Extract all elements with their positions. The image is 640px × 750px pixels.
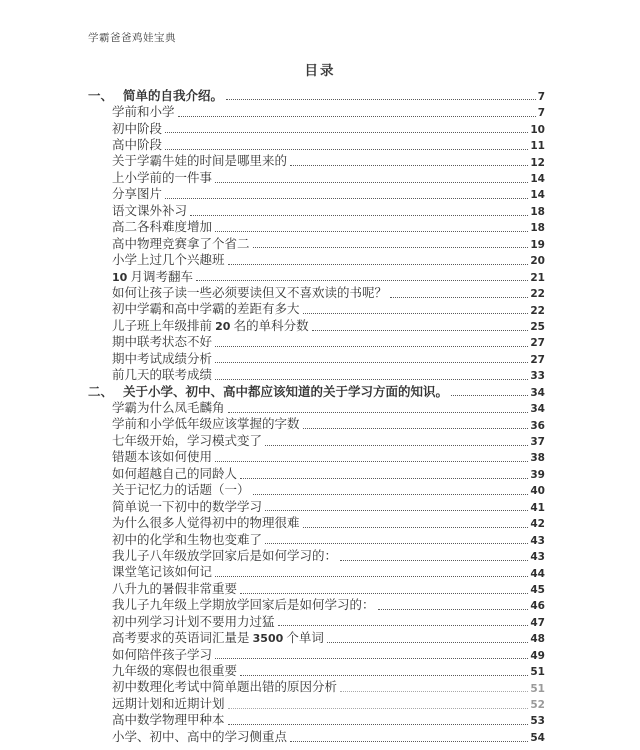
- toc-page-number: 40: [530, 485, 545, 498]
- toc-page-number: 44: [530, 567, 545, 580]
- toc-page-number: 22: [530, 304, 545, 317]
- toc-page-number: 34: [530, 403, 545, 416]
- toc-dotted-leader: [290, 165, 528, 166]
- toc-entry: [88, 449, 545, 465]
- toc-entry-title: 高中阶段: [112, 138, 163, 152]
- toc-dotted-leader: [165, 149, 528, 150]
- toc-page-number: 46: [530, 600, 545, 613]
- toc-dotted-leader: [240, 675, 528, 676]
- toc-entry-title: 我儿子九年级上学期放学回家后是如何学习的：: [112, 598, 375, 613]
- toc-entry-title: 八升九的暑假非常重要: [112, 581, 238, 596]
- toc-entry: [88, 465, 545, 481]
- toc-entry-title: 关于记忆力的话题（一）: [112, 483, 250, 498]
- toc-entry: [88, 235, 545, 251]
- toc-page-number: 47: [530, 616, 545, 629]
- toc-dotted-leader: [228, 412, 529, 413]
- toc-entry-title: 小学、初中、高中的学习侧重点: [112, 729, 288, 744]
- toc-page-number: 14: [530, 189, 545, 202]
- toc-entry: [88, 268, 545, 284]
- toc-page-number: 51: [530, 682, 545, 695]
- toc-page-number: 19: [530, 238, 545, 251]
- toc-page-number: 27: [530, 337, 545, 350]
- toc-page-number: 7: [537, 107, 545, 120]
- toc-dotted-leader: [378, 609, 529, 610]
- toc-entry: [88, 399, 545, 415]
- toc-entry-title: 期中联考状态不好: [112, 335, 213, 350]
- toc-dotted-leader: [226, 99, 536, 100]
- toc-entry: [88, 317, 545, 333]
- toc-entry: [88, 432, 545, 448]
- toc-entry-title: 学前和小学: [112, 105, 175, 120]
- toc-page-number: 43: [530, 551, 545, 564]
- toc-dotted-leader: [327, 642, 528, 643]
- toc-entry-title: 高考要求的英语词汇量是 3500 个单词: [112, 631, 324, 646]
- toc-entry-title: 错题本该如何使用: [112, 450, 213, 465]
- toc-entry: [88, 202, 545, 218]
- toc-list: [88, 87, 545, 745]
- toc-dotted-leader: [340, 560, 528, 561]
- toc-entry-number: 二、: [88, 384, 114, 399]
- toc-entry: [88, 531, 545, 547]
- toc-entry-title: 学前和小学低年级应该掌握的字数: [112, 417, 300, 432]
- toc-dotted-leader: [165, 198, 528, 199]
- toc-page-number: 10: [530, 123, 545, 136]
- toc-entry: [88, 334, 545, 350]
- toc-entry: [88, 547, 545, 563]
- toc-entry: [88, 695, 545, 711]
- toc-entry: [88, 153, 545, 169]
- toc-page-number: 7: [537, 90, 545, 103]
- toc-entry-title: 简单的自我介绍。: [123, 88, 224, 103]
- toc-dotted-leader: [303, 428, 529, 429]
- toc-dotted-leader: [215, 379, 528, 380]
- toc-dotted-leader: [215, 362, 528, 363]
- document-header: 学霸爸爸鸡娃宝典: [88, 33, 176, 44]
- toc-dotted-leader: [278, 625, 529, 626]
- toc-dotted-leader: [228, 264, 529, 265]
- toc-page-number: 49: [530, 649, 545, 662]
- toc-entry-title: 儿子班上年级排前 20 名的单科分数: [112, 318, 309, 333]
- toc-entry-title-number: 10: [112, 270, 128, 284]
- toc-dotted-leader: [303, 313, 529, 314]
- toc-entry-title: 七年级开始，学习模式变了: [112, 433, 263, 448]
- toc-page-number: 21: [530, 271, 545, 284]
- toc-page-number: 20: [530, 255, 545, 268]
- toc-entry-title: 为什么很多人觉得初中的物理很难: [112, 516, 300, 531]
- toc-entry-title: 初中阶段: [112, 121, 163, 136]
- toc-entry-title: 小学上过几个兴趣班: [112, 253, 225, 268]
- toc-entry-title: 如何让孩子读一些必须要读但又不喜欢读的书呢？: [112, 285, 388, 300]
- toc-dotted-leader: [265, 510, 528, 511]
- toc-entry-title: 我儿子八年级放学回家后是如何学习的：: [112, 548, 338, 563]
- toc-dotted-leader: [290, 741, 528, 742]
- toc-entry-title: 10 月调考翻车: [112, 269, 193, 284]
- toc-page-number: 18: [530, 222, 545, 235]
- toc-page-number: 45: [530, 583, 545, 596]
- toc-entry: [88, 416, 545, 432]
- toc-entry-title: 高中物理竞赛拿了个省二: [112, 236, 250, 251]
- toc-entry: [88, 87, 545, 103]
- toc-entry: [88, 120, 545, 136]
- toc-entry: [88, 482, 545, 498]
- toc-entry-title: 简单说一下初中的数学学习: [112, 499, 263, 514]
- toc-dotted-leader: [240, 478, 528, 479]
- toc-entry: [88, 613, 545, 629]
- toc-dotted-leader: [215, 182, 528, 183]
- toc-dotted-leader: [451, 395, 528, 396]
- toc-page-number: 36: [530, 419, 545, 432]
- toc-entry-title: 如何超越自己的同龄人: [112, 466, 238, 481]
- toc-entry-title: 课堂笔记该如何记: [112, 565, 213, 580]
- toc-entry-title: 初中学霸和高中学霸的差距有多大: [112, 302, 300, 317]
- toc-entry-number: 一、: [88, 88, 114, 103]
- toc-entry: [88, 679, 545, 695]
- toc-page-number: 38: [530, 452, 545, 465]
- toc-dotted-leader: [215, 658, 528, 659]
- toc-page-number: 37: [530, 436, 545, 449]
- toc-entry: [88, 498, 545, 514]
- toc-entry-title: 初中的化学和生物也变难了: [112, 532, 263, 547]
- toc-page-number: 52: [530, 699, 545, 712]
- toc-page-number: 48: [530, 633, 545, 646]
- toc-entry-title-number: 3500: [252, 632, 284, 646]
- toc-entry-title: 关于小学、初中、高中都应该知道的关于学习方面的知识。: [123, 384, 449, 399]
- toc-dotted-leader: [215, 231, 528, 232]
- toc-page-number: 18: [530, 205, 545, 218]
- toc-page-number: 54: [530, 731, 545, 744]
- toc-entry-title: 前几天的联考成绩: [112, 368, 213, 383]
- toc-page-number: 11: [530, 140, 545, 153]
- toc-entry: [88, 580, 545, 596]
- toc-entry: [88, 103, 545, 119]
- toc-entry-title: 分享图片: [112, 187, 163, 202]
- toc-entry-title: 高二各科难度增加: [112, 220, 213, 235]
- toc-entry-title: 上小学前的一件事: [112, 170, 213, 185]
- toc-dotted-leader: [312, 330, 529, 331]
- toc-entry: [88, 597, 545, 613]
- toc-entry: [88, 284, 545, 300]
- toc-entry: [88, 219, 545, 235]
- toc-dotted-leader: [190, 215, 528, 216]
- toc-entry: [88, 629, 545, 645]
- toc-page-number: 42: [530, 518, 545, 531]
- toc-dotted-leader: [215, 576, 528, 577]
- toc-page-number: 14: [530, 173, 545, 186]
- toc-dotted-leader: [228, 708, 529, 709]
- toc-page-number: 51: [530, 666, 545, 679]
- toc-dotted-leader: [240, 593, 528, 594]
- toc-dotted-leader: [196, 280, 528, 281]
- toc-dotted-leader: [390, 297, 528, 298]
- toc-entry-title: 远期计划和近期计划: [112, 696, 225, 711]
- toc-page-number: 12: [530, 156, 545, 169]
- toc-entry: [88, 728, 545, 744]
- toc-entry: [88, 662, 545, 678]
- toc-entry: [88, 169, 545, 185]
- toc-entry-title: 高中数学物理甲种本: [112, 713, 225, 728]
- toc-entry-title: 语文课外补习: [112, 203, 188, 218]
- toc-entry: [88, 514, 545, 530]
- toc-entry: [88, 350, 545, 366]
- toc-dotted-leader: [165, 132, 528, 133]
- toc-page-number: 43: [530, 534, 545, 547]
- toc-page-number: 27: [530, 353, 545, 366]
- toc-page-number: 39: [530, 468, 545, 481]
- toc-entry: [88, 186, 545, 202]
- toc-page-number: 22: [530, 288, 545, 301]
- toc-entry: [88, 564, 545, 580]
- toc-title: 目录: [304, 63, 336, 78]
- toc-entry: [88, 366, 545, 382]
- toc-entry-title: 初中列学习计划不要用力过猛: [112, 614, 275, 629]
- toc-dotted-leader: [265, 445, 528, 446]
- toc-dotted-leader: [303, 527, 529, 528]
- toc-dotted-leader: [253, 247, 529, 248]
- toc-page-number: 41: [530, 501, 545, 514]
- toc-dotted-leader: [265, 543, 528, 544]
- toc-dotted-leader: [340, 691, 528, 692]
- toc-entry: [88, 136, 545, 152]
- toc-entry: [88, 712, 545, 728]
- toc-entry-title-number: 20: [215, 319, 231, 333]
- toc-dotted-leader: [178, 116, 536, 117]
- toc-page-number: 25: [530, 320, 545, 333]
- toc-entry-title: 关于学霸牛娃的时间是哪里来的: [112, 154, 288, 169]
- toc-page-number: 33: [530, 370, 545, 383]
- toc-entry-title: 期中考试成绩分析: [112, 351, 213, 366]
- toc-entry: [88, 301, 545, 317]
- toc-entry-title: 初中数理化考试中简单题出错的原因分析: [112, 680, 338, 695]
- toc-dotted-leader: [215, 346, 528, 347]
- toc-entry: [88, 383, 545, 399]
- toc-entry-title: 如何陪伴孩子学习: [112, 647, 213, 662]
- toc-dotted-leader: [253, 494, 529, 495]
- toc-entry-title: 学霸为什么凤毛麟角: [112, 401, 225, 415]
- toc-dotted-leader: [215, 461, 528, 462]
- toc-dotted-leader: [228, 724, 529, 725]
- toc-page-number: 53: [530, 715, 545, 728]
- toc-entry: [88, 251, 545, 267]
- toc-entry: [88, 646, 545, 662]
- toc-entry-title: 九年级的寒假也很重要: [112, 664, 238, 678]
- toc-page-number: 34: [530, 386, 545, 399]
